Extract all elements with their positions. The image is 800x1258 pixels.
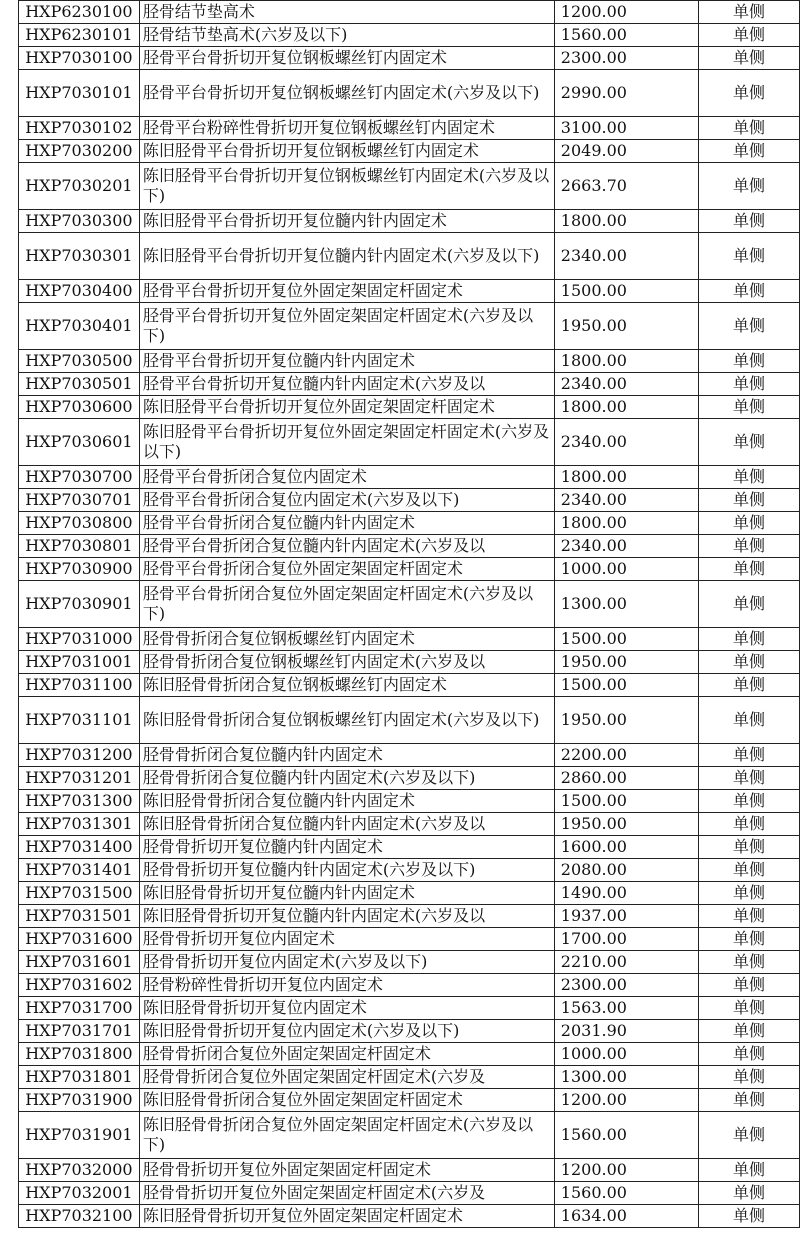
table-row [19, 813, 800, 836]
item-code-cell: HXP7030601 [19, 419, 140, 466]
item-unit-cell: 单侧 [699, 373, 800, 396]
item-name-cell: 胫骨骨折闭合复位外固定架固定杆固定术 [139, 1043, 554, 1066]
table-row [19, 790, 800, 813]
item-price-cell: 1563.00 [554, 997, 698, 1020]
table-row [19, 280, 800, 303]
item-unit-cell: 单侧 [699, 1182, 800, 1205]
table-row [19, 535, 800, 558]
item-unit-cell: 单侧 [699, 1020, 800, 1043]
table-row [19, 373, 800, 396]
item-name-cell: 陈旧胫骨骨折闭合复位外固定架固定杆固定术(六岁及以下) [139, 1112, 554, 1159]
item-code-cell: HXP7031901 [19, 1112, 140, 1159]
item-name-cell: 胫骨平台骨折闭合复位髓内针内固定术(六岁及以 [139, 535, 554, 558]
table-row [19, 233, 800, 280]
item-code-cell: HXP7031100 [19, 674, 140, 697]
table-row [19, 303, 800, 350]
item-name-cell: 胫骨骨折切开复位内固定术 [139, 928, 554, 951]
item-unit-cell: 单侧 [699, 836, 800, 859]
item-name-cell: 陈旧胫骨平台骨折切开复位外固定架固定杆固定术(六岁及以下) [139, 419, 554, 466]
table-row [19, 697, 800, 744]
item-price-cell: 1000.00 [554, 558, 698, 581]
item-unit-cell: 单侧 [699, 1, 800, 24]
item-name-cell: 陈旧胫骨平台骨折切开复位钢板螺丝钉内固定术(六岁及以下) [139, 163, 554, 210]
item-code-cell: HXP7031201 [19, 767, 140, 790]
item-unit-cell: 单侧 [699, 1205, 800, 1228]
item-unit-cell: 单侧 [699, 489, 800, 512]
item-price-cell: 1500.00 [554, 674, 698, 697]
item-unit-cell: 单侧 [699, 163, 800, 210]
item-code-cell: HXP7031701 [19, 1020, 140, 1043]
table-row [19, 1020, 800, 1043]
item-code-cell: HXP7031200 [19, 744, 140, 767]
item-name-cell: 胫骨平台骨折闭合复位内固定术(六岁及以下) [139, 489, 554, 512]
item-code-cell: HXP7030100 [19, 47, 140, 70]
item-unit-cell: 单侧 [699, 70, 800, 117]
item-unit-cell: 单侧 [699, 233, 800, 280]
table-row [19, 419, 800, 466]
item-code-cell: HXP7031500 [19, 882, 140, 905]
item-name-cell: 胫骨骨折切开复位髓内针内固定术 [139, 836, 554, 859]
item-unit-cell: 单侧 [699, 140, 800, 163]
item-price-cell: 1560.00 [554, 1112, 698, 1159]
item-price-cell: 2340.00 [554, 373, 698, 396]
item-unit-cell: 单侧 [699, 1159, 800, 1182]
item-code-cell: HXP7030101 [19, 70, 140, 117]
item-name-cell: 陈旧胫骨骨折切开复位外固定架固定杆固定术 [139, 1205, 554, 1228]
item-code-cell: HXP7030301 [19, 233, 140, 280]
item-price-cell: 1950.00 [554, 697, 698, 744]
item-unit-cell: 单侧 [699, 1089, 800, 1112]
item-price-cell: 1800.00 [554, 396, 698, 419]
item-unit-cell: 单侧 [699, 974, 800, 997]
item-name-cell: 胫骨骨折闭合复位钢板螺丝钉内固定术(六岁及以 [139, 651, 554, 674]
item-name-cell: 胫骨骨折切开复位外固定架固定杆固定术(六岁及 [139, 1182, 554, 1205]
item-price-cell: 1950.00 [554, 813, 698, 836]
item-code-cell: HXP7030201 [19, 163, 140, 210]
table-row [19, 350, 800, 373]
item-unit-cell: 单侧 [699, 24, 800, 47]
item-name-cell: 胫骨平台骨折闭合复位外固定架固定杆固定术 [139, 558, 554, 581]
item-code-cell: HXP7031501 [19, 905, 140, 928]
item-price-cell: 2210.00 [554, 951, 698, 974]
table-row [19, 1043, 800, 1066]
item-unit-cell: 单侧 [699, 744, 800, 767]
item-code-cell: HXP7030600 [19, 396, 140, 419]
item-name-cell: 胫骨平台骨折切开复位外固定架固定杆固定术 [139, 280, 554, 303]
item-name-cell: 陈旧胫骨平台骨折切开复位髓内针内固定术(六岁及以下) [139, 233, 554, 280]
item-code-cell: HXP7030901 [19, 581, 140, 628]
item-price-cell: 1950.00 [554, 651, 698, 674]
table-row [19, 882, 800, 905]
item-name-cell: 陈旧胫骨平台骨折切开复位钢板螺丝钉内固定术 [139, 140, 554, 163]
item-unit-cell: 单侧 [699, 628, 800, 651]
item-code-cell: HXP6230101 [19, 24, 140, 47]
item-code-cell: HXP7031400 [19, 836, 140, 859]
table-row [19, 905, 800, 928]
item-code-cell: HXP7030500 [19, 350, 140, 373]
item-code-cell: HXP6230100 [19, 1, 140, 24]
item-name-cell: 陈旧胫骨骨折切开复位髓内针内固定术 [139, 882, 554, 905]
table-row [19, 210, 800, 233]
item-code-cell: HXP7030800 [19, 512, 140, 535]
item-price-cell: 1800.00 [554, 350, 698, 373]
table-row [19, 24, 800, 47]
price-table [18, 0, 800, 1228]
table-row [19, 1182, 800, 1205]
item-name-cell: 胫骨平台骨折切开复位外固定架固定杆固定术(六岁及以下) [139, 303, 554, 350]
item-code-cell: HXP7031700 [19, 997, 140, 1020]
item-code-cell: HXP7031000 [19, 628, 140, 651]
item-code-cell: HXP7032001 [19, 1182, 140, 1205]
item-unit-cell: 单侧 [699, 47, 800, 70]
item-price-cell: 2049.00 [554, 140, 698, 163]
item-name-cell: 胫骨平台骨折切开复位髓内针内固定术(六岁及以 [139, 373, 554, 396]
table-row [19, 1159, 800, 1182]
item-unit-cell: 单侧 [699, 651, 800, 674]
item-price-cell: 2080.00 [554, 859, 698, 882]
item-name-cell: 胫骨骨折闭合复位钢板螺丝钉内固定术 [139, 628, 554, 651]
item-name-cell: 胫骨骨折切开复位内固定术(六岁及以下) [139, 951, 554, 974]
item-unit-cell: 单侧 [699, 350, 800, 373]
table-row [19, 396, 800, 419]
table-row [19, 928, 800, 951]
item-unit-cell: 单侧 [699, 581, 800, 628]
item-unit-cell: 单侧 [699, 512, 800, 535]
item-code-cell: HXP7030200 [19, 140, 140, 163]
item-price-cell: 1600.00 [554, 836, 698, 859]
price-table-body [19, 1, 800, 1228]
table-row [19, 744, 800, 767]
table-row [19, 70, 800, 117]
item-name-cell: 陈旧胫骨骨折切开复位内固定术(六岁及以下) [139, 1020, 554, 1043]
item-code-cell: HXP7030102 [19, 117, 140, 140]
item-unit-cell: 单侧 [699, 1043, 800, 1066]
item-price-cell: 1500.00 [554, 628, 698, 651]
item-unit-cell: 单侧 [699, 790, 800, 813]
item-name-cell: 陈旧胫骨骨折闭合复位钢板螺丝钉内固定术 [139, 674, 554, 697]
item-price-cell: 2340.00 [554, 535, 698, 558]
item-price-cell: 1200.00 [554, 1089, 698, 1112]
table-row [19, 767, 800, 790]
table-row [19, 997, 800, 1020]
item-name-cell: 胫骨结节垫高术 [139, 1, 554, 24]
item-code-cell: HXP7032100 [19, 1205, 140, 1228]
item-price-cell: 1500.00 [554, 790, 698, 813]
table-row [19, 974, 800, 997]
item-code-cell: HXP7030801 [19, 535, 140, 558]
table-row [19, 1112, 800, 1159]
item-code-cell: HXP7030501 [19, 373, 140, 396]
item-name-cell: 胫骨骨折闭合复位髓内针内固定术(六岁及以下) [139, 767, 554, 790]
item-name-cell: 胫骨平台骨折闭合复位外固定架固定杆固定术(六岁及以下) [139, 581, 554, 628]
table-row [19, 1205, 800, 1228]
item-price-cell: 2860.00 [554, 767, 698, 790]
item-unit-cell: 单侧 [699, 951, 800, 974]
item-unit-cell: 单侧 [699, 859, 800, 882]
item-price-cell: 1560.00 [554, 1182, 698, 1205]
item-price-cell: 1800.00 [554, 512, 698, 535]
item-code-cell: HXP7031602 [19, 974, 140, 997]
item-price-cell: 1560.00 [554, 24, 698, 47]
item-code-cell: HXP7031801 [19, 1066, 140, 1089]
item-code-cell: HXP7031800 [19, 1043, 140, 1066]
item-code-cell: HXP7031300 [19, 790, 140, 813]
item-name-cell: 胫骨平台骨折闭合复位髓内针内固定术 [139, 512, 554, 535]
table-row [19, 1, 800, 24]
item-price-cell: 2990.00 [554, 70, 698, 117]
item-code-cell: HXP7030401 [19, 303, 140, 350]
table-row [19, 836, 800, 859]
item-unit-cell: 单侧 [699, 535, 800, 558]
item-price-cell: 2031.90 [554, 1020, 698, 1043]
item-code-cell: HXP7031600 [19, 928, 140, 951]
item-price-cell: 2340.00 [554, 419, 698, 466]
table-row [19, 512, 800, 535]
table-row [19, 951, 800, 974]
item-unit-cell: 单侧 [699, 905, 800, 928]
item-unit-cell: 单侧 [699, 997, 800, 1020]
item-code-cell: HXP7031001 [19, 651, 140, 674]
item-code-cell: HXP7031101 [19, 697, 140, 744]
table-row [19, 651, 800, 674]
item-name-cell: 胫骨粉碎性骨折切开复位内固定术 [139, 974, 554, 997]
item-name-cell: 陈旧胫骨骨折切开复位内固定术 [139, 997, 554, 1020]
item-price-cell: 1300.00 [554, 1066, 698, 1089]
item-price-cell: 2300.00 [554, 974, 698, 997]
item-unit-cell: 单侧 [699, 697, 800, 744]
table-row [19, 558, 800, 581]
item-price-cell: 1200.00 [554, 1, 698, 24]
table-row [19, 163, 800, 210]
table-row [19, 117, 800, 140]
item-unit-cell: 单侧 [699, 1066, 800, 1089]
item-price-cell: 1500.00 [554, 280, 698, 303]
item-price-cell: 1200.00 [554, 1159, 698, 1182]
item-name-cell: 胫骨平台骨折切开复位钢板螺丝钉内固定术 [139, 47, 554, 70]
item-price-cell: 1950.00 [554, 303, 698, 350]
item-price-cell: 3100.00 [554, 117, 698, 140]
table-row [19, 47, 800, 70]
item-price-cell: 1800.00 [554, 466, 698, 489]
item-price-cell: 2300.00 [554, 47, 698, 70]
item-unit-cell: 单侧 [699, 558, 800, 581]
item-price-cell: 1000.00 [554, 1043, 698, 1066]
item-unit-cell: 单侧 [699, 419, 800, 466]
item-unit-cell: 单侧 [699, 396, 800, 419]
item-name-cell: 陈旧胫骨骨折闭合复位髓内针内固定术 [139, 790, 554, 813]
item-name-cell: 胫骨骨折切开复位髓内针内固定术(六岁及以下) [139, 859, 554, 882]
item-price-cell: 1634.00 [554, 1205, 698, 1228]
table-row [19, 140, 800, 163]
item-code-cell: HXP7032000 [19, 1159, 140, 1182]
item-name-cell: 陈旧胫骨骨折闭合复位钢板螺丝钉内固定术(六岁及以下) [139, 697, 554, 744]
table-row [19, 466, 800, 489]
item-unit-cell: 单侧 [699, 674, 800, 697]
item-name-cell: 胫骨结节垫高术(六岁及以下) [139, 24, 554, 47]
item-price-cell: 1937.00 [554, 905, 698, 928]
item-unit-cell: 单侧 [699, 280, 800, 303]
item-name-cell: 胫骨平台骨折切开复位钢板螺丝钉内固定术(六岁及以下) [139, 70, 554, 117]
item-name-cell: 陈旧胫骨平台骨折切开复位髓内针内固定术 [139, 210, 554, 233]
table-row [19, 674, 800, 697]
table-row [19, 1066, 800, 1089]
item-code-cell: HXP7031601 [19, 951, 140, 974]
item-unit-cell: 单侧 [699, 882, 800, 905]
item-code-cell: HXP7030700 [19, 466, 140, 489]
table-row [19, 489, 800, 512]
item-name-cell: 陈旧胫骨平台骨折切开复位外固定架固定杆固定术 [139, 396, 554, 419]
item-unit-cell: 单侧 [699, 303, 800, 350]
item-name-cell: 胫骨骨折闭合复位外固定架固定杆固定术(六岁及 [139, 1066, 554, 1089]
item-price-cell: 1800.00 [554, 210, 698, 233]
item-code-cell: HXP7030300 [19, 210, 140, 233]
item-code-cell: HXP7031401 [19, 859, 140, 882]
item-name-cell: 胫骨平台骨折闭合复位内固定术 [139, 466, 554, 489]
item-unit-cell: 单侧 [699, 117, 800, 140]
item-name-cell: 胫骨平台粉碎性骨折切开复位钢板螺丝钉内固定术 [139, 117, 554, 140]
item-name-cell: 陈旧胫骨骨折切开复位髓内针内固定术(六岁及以 [139, 905, 554, 928]
item-price-cell: 1700.00 [554, 928, 698, 951]
item-unit-cell: 单侧 [699, 813, 800, 836]
item-name-cell: 陈旧胫骨骨折闭合复位外固定架固定杆固定术 [139, 1089, 554, 1112]
table-row [19, 581, 800, 628]
item-unit-cell: 单侧 [699, 466, 800, 489]
item-name-cell: 陈旧胫骨骨折闭合复位髓内针内固定术(六岁及以 [139, 813, 554, 836]
item-name-cell: 胫骨骨折闭合复位髓内针内固定术 [139, 744, 554, 767]
item-price-cell: 1490.00 [554, 882, 698, 905]
table-row [19, 859, 800, 882]
item-name-cell: 胫骨平台骨折切开复位髓内针内固定术 [139, 350, 554, 373]
item-code-cell: HXP7030900 [19, 558, 140, 581]
item-unit-cell: 单侧 [699, 210, 800, 233]
item-code-cell: HXP7030400 [19, 280, 140, 303]
item-price-cell: 2200.00 [554, 744, 698, 767]
item-price-cell: 2663.70 [554, 163, 698, 210]
table-row [19, 1089, 800, 1112]
item-unit-cell: 单侧 [699, 767, 800, 790]
item-name-cell: 胫骨骨折切开复位外固定架固定杆固定术 [139, 1159, 554, 1182]
item-unit-cell: 单侧 [699, 1112, 800, 1159]
item-price-cell: 2340.00 [554, 233, 698, 280]
item-code-cell: HXP7030701 [19, 489, 140, 512]
item-unit-cell: 单侧 [699, 928, 800, 951]
item-code-cell: HXP7031301 [19, 813, 140, 836]
item-code-cell: HXP7031900 [19, 1089, 140, 1112]
item-price-cell: 1300.00 [554, 581, 698, 628]
item-price-cell: 2340.00 [554, 489, 698, 512]
table-row [19, 628, 800, 651]
